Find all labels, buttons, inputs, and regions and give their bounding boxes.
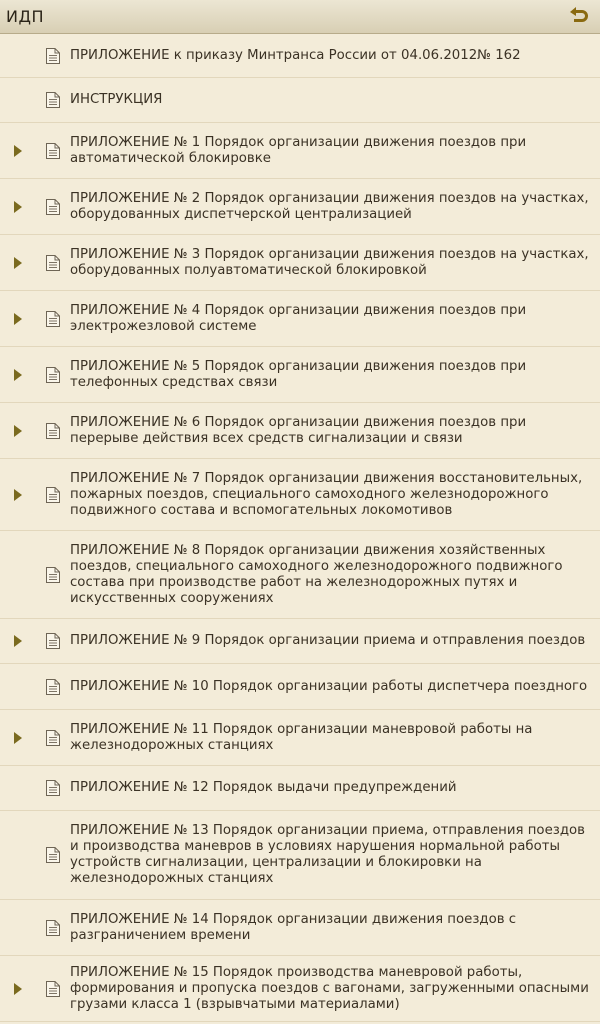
list-item[interactable]: [0, 347, 600, 403]
list-item[interactable]: [0, 766, 600, 811]
expand-arrow-icon[interactable]: [14, 489, 22, 501]
expand-cell: [0, 257, 36, 269]
list-item-label: ПРИЛОЖЕНИЕ № 3 Порядок организации движения поездов на участках, оборудованных полуавтоматической блокировкой: [70, 246, 589, 278]
list-item[interactable]: [0, 459, 600, 531]
list-item-label: ПРИЛОЖЕНИЕ № 13 Порядок организации приема, отправления поездов и производства маневров в условиях нарушения нормальной работы устройств сигнализации, централизации и блокировки на железнодорожных станциях: [70, 823, 585, 886]
list-item[interactable]: [0, 179, 600, 235]
list-item-label: ПРИЛОЖЕНИЕ № 11 Порядок организации маневровой работы на железнодорожных станциях: [70, 721, 533, 753]
document-icon: [36, 980, 70, 998]
list-item[interactable]: [0, 235, 600, 291]
list-item-label: ПРИЛОЖЕНИЕ к приказу Минтранса России от 04.06.2012№ 162: [70, 47, 521, 63]
document-icon: [36, 779, 70, 797]
expand-cell: [0, 489, 36, 501]
list-item-label: ПРИЛОЖЕНИЕ № 8 Порядок организации движения хозяйственных поездов, специального самоходного железнодорожного подвижного состава при производстве работ на железнодорожных путях и искусственных сооружениях: [70, 542, 563, 606]
document-icon: [36, 919, 70, 937]
list-item[interactable]: [0, 123, 600, 179]
expand-arrow-icon[interactable]: [14, 635, 22, 647]
document-icon: [36, 846, 70, 864]
expand-cell: [0, 369, 36, 381]
expand-arrow-icon[interactable]: [14, 313, 22, 325]
list-item-label: ПРИЛОЖЕНИЕ № 7 Порядок организации движения восстановительных, пожарных поездов, специального самоходного железнодорожного подвижного состава и вспомогательных локомотивов: [70, 470, 583, 518]
expand-arrow-icon[interactable]: [14, 425, 22, 437]
expand-cell: [0, 983, 36, 995]
top-bar: [0, 0, 600, 34]
expand-arrow-icon[interactable]: [14, 369, 22, 381]
expand-arrow-icon[interactable]: [14, 201, 22, 213]
back-arrow-icon: [567, 6, 591, 28]
list-item-label: ПРИЛОЖЕНИЕ № 12 Порядок выдачи предупреждений: [70, 780, 457, 795]
list-item[interactable]: [0, 664, 600, 710]
expand-cell: [0, 425, 36, 437]
list-item-label: ПРИЛОЖЕНИЕ № 2 Порядок организации движения поездов на участках, оборудованных диспетчерской централизацией: [70, 190, 589, 222]
list-item-label: ИНСТРУКЦИЯ: [70, 92, 163, 107]
document-icon: [36, 47, 70, 65]
expand-cell: [0, 313, 36, 325]
document-icon: [36, 729, 70, 747]
list-item-label: ПРИЛОЖЕНИЕ № 1 Порядок организации движения поездов при автоматической блокировке: [70, 134, 527, 166]
list-item-label: ПРИЛОЖЕНИЕ № 5 Порядок организации движения поездов при телефонных средствах связи: [70, 358, 527, 390]
list-item[interactable]: [0, 291, 600, 347]
expand-cell: [0, 635, 36, 647]
expand-arrow-icon[interactable]: [14, 257, 22, 269]
document-icon: [36, 632, 70, 650]
document-icon: [36, 566, 70, 584]
expand-cell: [0, 732, 36, 744]
document-icon: [36, 310, 70, 328]
expand-cell: [0, 201, 36, 213]
list-item-label: ПРИЛОЖЕНИЕ № 9 Порядок организации приема и отправления поездов: [70, 633, 586, 648]
back-button[interactable]: [566, 4, 592, 30]
expand-arrow-icon[interactable]: [14, 983, 22, 995]
list-item-label: ПРИЛОЖЕНИЕ № 14 Порядок организации движения поездов с разграничением времени: [70, 911, 517, 943]
document-icon: [36, 91, 70, 109]
document-icon: [36, 254, 70, 272]
list-item[interactable]: [0, 811, 600, 900]
document-icon: [36, 486, 70, 504]
list-item[interactable]: [0, 78, 600, 123]
document-list: [0, 34, 600, 1022]
list-item-label: ПРИЛОЖЕНИЕ № 4 Порядок организации движения поездов при электрожезловой системе: [70, 302, 527, 334]
list-item[interactable]: [0, 900, 600, 956]
app-title: ИДП: [6, 7, 44, 26]
document-icon: [36, 422, 70, 440]
list-item[interactable]: [0, 710, 600, 766]
expand-arrow-icon[interactable]: [14, 145, 22, 157]
list-item[interactable]: [0, 531, 600, 619]
list-item[interactable]: [0, 619, 600, 664]
document-icon: [36, 678, 70, 696]
list-item-label: ПРИЛОЖЕНИЕ № 15 Порядок производства маневровой работы, формирования и пропуска поездов с вагонами, загруженными опасными грузами класса 1 (взрывчатыми материалами): [70, 964, 589, 1012]
document-icon: [36, 366, 70, 384]
list-item-label: ПРИЛОЖЕНИЕ № 10 Порядок организации работы диспетчера поездного: [70, 678, 588, 694]
list-item[interactable]: [0, 34, 600, 78]
document-icon: [36, 198, 70, 216]
expand-cell: [0, 145, 36, 157]
list-item[interactable]: [0, 956, 600, 1022]
document-icon: [36, 142, 70, 160]
expand-arrow-icon[interactable]: [14, 732, 22, 744]
list-item-label: ПРИЛОЖЕНИЕ № 6 Порядок организации движения поездов при перерыве действия всех средств сигнализации и связи: [70, 414, 527, 446]
list-item[interactable]: [0, 403, 600, 459]
